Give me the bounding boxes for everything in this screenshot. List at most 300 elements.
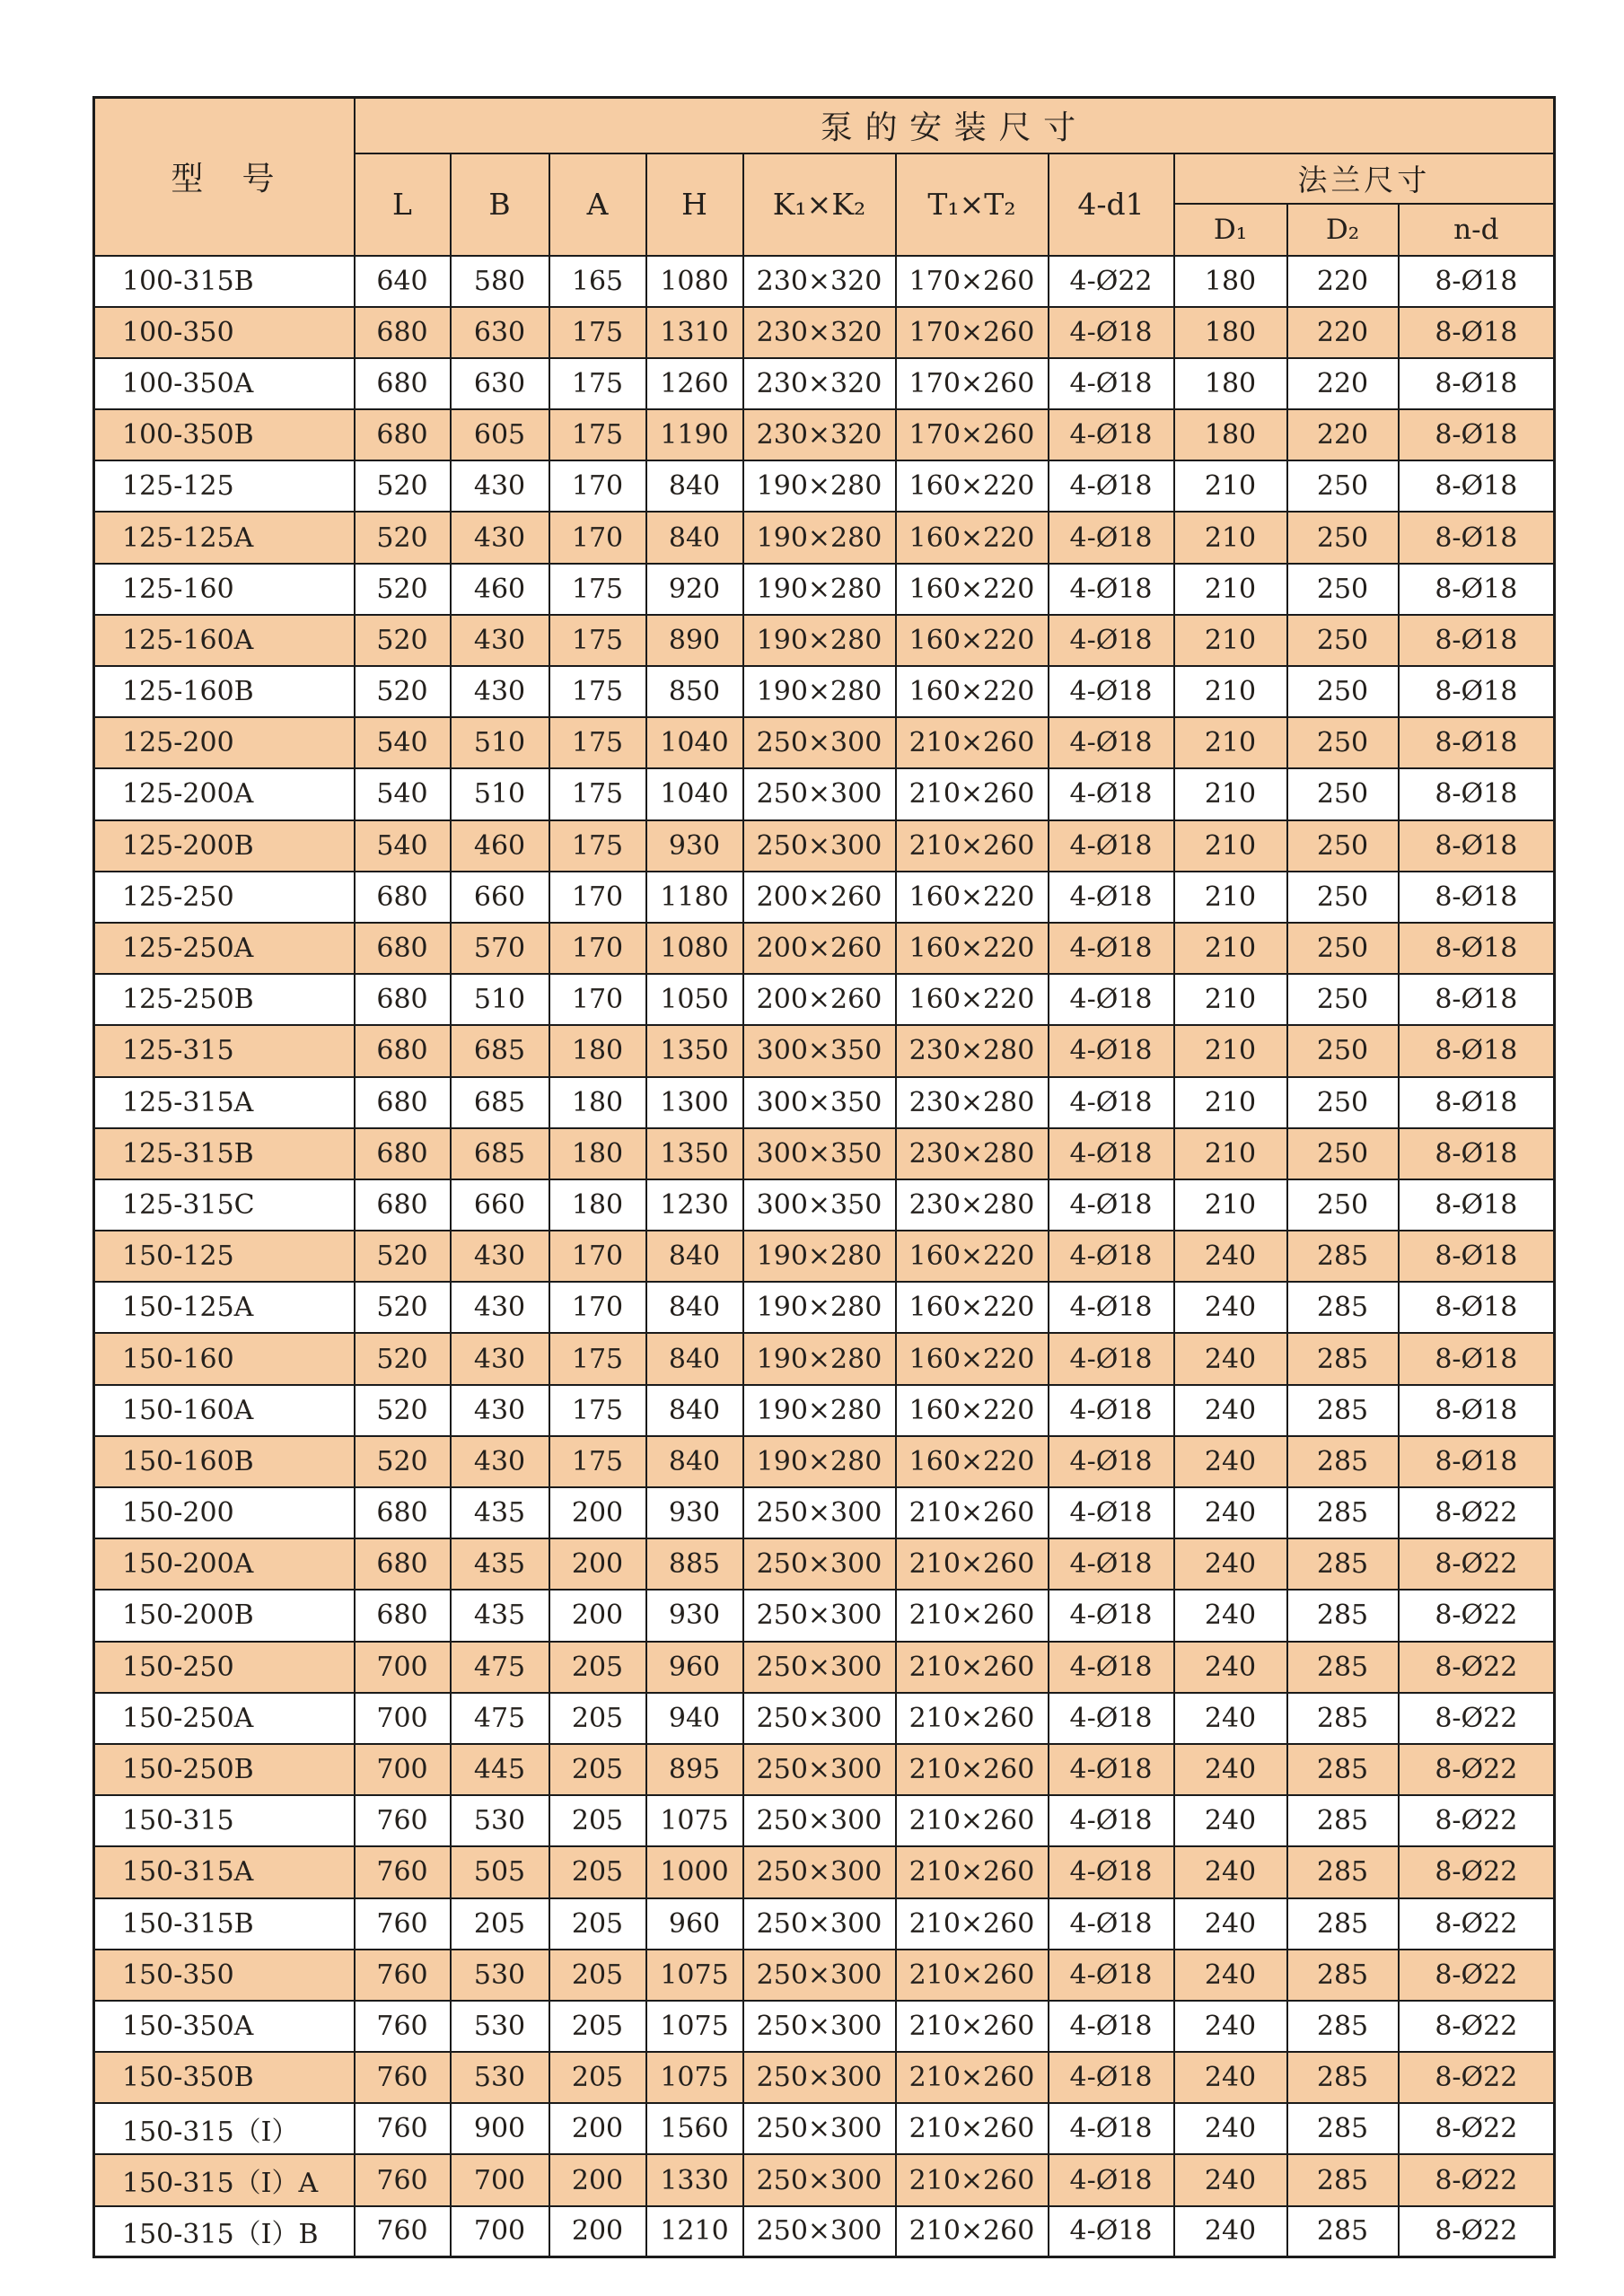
value-cell: 170×260 <box>896 256 1049 307</box>
value-cell: 250×300 <box>743 1795 896 1846</box>
value-cell: 8-Ø22 <box>1399 1744 1555 1795</box>
value-cell: 250×300 <box>743 2052 896 2103</box>
value-cell: 540 <box>355 768 451 819</box>
value-cell: 170 <box>549 872 646 923</box>
value-cell: 1300 <box>646 1077 743 1128</box>
value-cell: 160×220 <box>896 1385 1049 1436</box>
value-cell: 285 <box>1287 1693 1399 1744</box>
value-cell: 250 <box>1287 768 1399 819</box>
value-cell: 1180 <box>646 872 743 923</box>
value-cell: 250×300 <box>743 768 896 819</box>
value-cell: 200 <box>549 2154 646 2205</box>
value-cell: 8-Ø18 <box>1399 564 1555 615</box>
value-cell: 4-Ø18 <box>1049 768 1174 819</box>
value-cell: 435 <box>451 1538 549 1590</box>
value-cell: 210×260 <box>896 768 1049 819</box>
value-cell: 8-Ø22 <box>1399 1487 1555 1538</box>
value-cell: 8-Ø22 <box>1399 2052 1555 2103</box>
value-cell: 160×220 <box>896 923 1049 974</box>
value-cell: 210 <box>1174 1077 1287 1128</box>
value-cell: 240 <box>1174 2001 1287 2052</box>
value-cell: 4-Ø18 <box>1049 1231 1174 1282</box>
table-row <box>94 820 1555 872</box>
value-cell: 300×350 <box>743 1025 896 1076</box>
value-cell: 240 <box>1174 1693 1287 1744</box>
value-cell: 300×350 <box>743 1128 896 1179</box>
value-cell: 680 <box>355 1179 451 1231</box>
value-cell: 530 <box>451 2052 549 2103</box>
value-cell: 4-Ø18 <box>1049 1642 1174 1693</box>
column-header-K1K2: K₁×K₂ <box>743 153 896 256</box>
value-cell: 175 <box>549 615 646 666</box>
value-cell: 1330 <box>646 2154 743 2205</box>
value-cell: 680 <box>355 923 451 974</box>
value-cell: 240 <box>1174 1642 1287 1693</box>
value-cell: 520 <box>355 1231 451 1282</box>
value-cell: 250×300 <box>743 2103 896 2154</box>
table-row <box>94 615 1555 666</box>
value-cell: 210 <box>1174 974 1287 1025</box>
value-cell: 1040 <box>646 717 743 768</box>
table-row <box>94 1950 1555 2001</box>
value-cell: 285 <box>1287 1590 1399 1641</box>
model-cell: 150-315A <box>94 1846 355 1897</box>
column-header-B: B <box>451 153 549 256</box>
value-cell: 8-Ø18 <box>1399 1436 1555 1487</box>
value-cell: 205 <box>549 1642 646 1693</box>
value-cell: 180 <box>549 1077 646 1128</box>
column-header-D2: D₂ <box>1287 204 1399 256</box>
value-cell: 8-Ø22 <box>1399 1950 1555 2001</box>
value-cell: 250×300 <box>743 2001 896 2052</box>
value-cell: 210 <box>1174 1128 1287 1179</box>
value-cell: 8-Ø18 <box>1399 666 1555 717</box>
table-row <box>94 564 1555 615</box>
value-cell: 230×280 <box>896 1077 1049 1128</box>
value-cell: 1080 <box>646 256 743 307</box>
model-cell: 150-250A <box>94 1693 355 1744</box>
model-cell: 125-315A <box>94 1077 355 1128</box>
column-header-T1T2: T₁×T₂ <box>896 153 1049 256</box>
value-cell: 210×260 <box>896 1898 1049 1950</box>
value-cell: 8-Ø22 <box>1399 1795 1555 1846</box>
value-cell: 210 <box>1174 460 1287 512</box>
value-cell: 170×260 <box>896 307 1049 358</box>
model-cell: 150-200B <box>94 1590 355 1641</box>
model-cell: 125-200 <box>94 717 355 768</box>
value-cell: 760 <box>355 2001 451 2052</box>
value-cell: 170 <box>549 460 646 512</box>
value-cell: 4-Ø18 <box>1049 2103 1174 2154</box>
value-cell: 1310 <box>646 307 743 358</box>
value-cell: 520 <box>355 615 451 666</box>
model-cell: 125-200A <box>94 768 355 819</box>
value-cell: 250×300 <box>743 820 896 872</box>
value-cell: 190×280 <box>743 1385 896 1436</box>
value-cell: 1050 <box>646 974 743 1025</box>
value-cell: 8-Ø18 <box>1399 256 1555 307</box>
value-cell: 1075 <box>646 1950 743 2001</box>
value-cell: 1075 <box>646 2001 743 2052</box>
value-cell: 8-Ø18 <box>1399 1025 1555 1076</box>
model-cell: 100-350A <box>94 358 355 409</box>
value-cell: 220 <box>1287 358 1399 409</box>
value-cell: 4-Ø18 <box>1049 409 1174 460</box>
value-cell: 4-Ø18 <box>1049 460 1174 512</box>
value-cell: 4-Ø18 <box>1049 358 1174 409</box>
value-cell: 285 <box>1287 1487 1399 1538</box>
value-cell: 180 <box>1174 256 1287 307</box>
value-cell: 430 <box>451 1282 549 1333</box>
header-row-title <box>94 98 1555 153</box>
value-cell: 170 <box>549 974 646 1025</box>
value-cell: 250×300 <box>743 1642 896 1693</box>
value-cell: 660 <box>451 1179 549 1231</box>
value-cell: 250 <box>1287 872 1399 923</box>
value-cell: 205 <box>549 2001 646 2052</box>
value-cell: 700 <box>355 1693 451 1744</box>
model-cell: 125-315C <box>94 1179 355 1231</box>
value-cell: 840 <box>646 1333 743 1384</box>
value-cell: 210 <box>1174 717 1287 768</box>
value-cell: 190×280 <box>743 1231 896 1282</box>
value-cell: 230×320 <box>743 307 896 358</box>
value-cell: 250 <box>1287 923 1399 974</box>
model-cell: 150-315（I）B <box>94 2206 355 2257</box>
value-cell: 4-Ø18 <box>1049 666 1174 717</box>
value-cell: 205 <box>549 1693 646 1744</box>
value-cell: 210 <box>1174 666 1287 717</box>
value-cell: 8-Ø22 <box>1399 1590 1555 1641</box>
value-cell: 760 <box>355 2154 451 2205</box>
value-cell: 1230 <box>646 1179 743 1231</box>
value-cell: 4-Ø18 <box>1049 2052 1174 2103</box>
value-cell: 285 <box>1287 1795 1399 1846</box>
value-cell: 175 <box>549 1436 646 1487</box>
table-row <box>94 1898 1555 1950</box>
table-row <box>94 1436 1555 1487</box>
value-cell: 175 <box>549 666 646 717</box>
value-cell: 580 <box>451 256 549 307</box>
value-cell: 4-Ø18 <box>1049 1846 1174 1897</box>
value-cell: 240 <box>1174 1950 1287 2001</box>
model-cell: 150-125 <box>94 1231 355 1282</box>
value-cell: 4-Ø18 <box>1049 820 1174 872</box>
table-row <box>94 409 1555 460</box>
value-cell: 250 <box>1287 615 1399 666</box>
value-cell: 210×260 <box>896 2052 1049 2103</box>
value-cell: 760 <box>355 2052 451 2103</box>
value-cell: 660 <box>451 872 549 923</box>
value-cell: 4-Ø18 <box>1049 2154 1174 2205</box>
model-cell: 150-350 <box>94 1950 355 2001</box>
value-cell: 205 <box>549 2052 646 2103</box>
value-cell: 210×260 <box>896 820 1049 872</box>
value-cell: 210×260 <box>896 1538 1049 1590</box>
value-cell: 210×260 <box>896 1744 1049 1795</box>
value-cell: 160×220 <box>896 512 1049 563</box>
value-cell: 680 <box>355 1077 451 1128</box>
value-cell: 205 <box>549 1950 646 2001</box>
table-row <box>94 1744 1555 1795</box>
value-cell: 840 <box>646 512 743 563</box>
table-row <box>94 1385 1555 1436</box>
value-cell: 250×300 <box>743 1538 896 1590</box>
value-cell: 240 <box>1174 1744 1287 1795</box>
value-cell: 285 <box>1287 1282 1399 1333</box>
value-cell: 210×260 <box>896 1642 1049 1693</box>
value-cell: 8-Ø18 <box>1399 512 1555 563</box>
value-cell: 680 <box>355 974 451 1025</box>
value-cell: 240 <box>1174 2154 1287 2205</box>
value-cell: 840 <box>646 460 743 512</box>
value-cell: 8-Ø22 <box>1399 1846 1555 1897</box>
value-cell: 4-Ø18 <box>1049 872 1174 923</box>
value-cell: 250 <box>1287 512 1399 563</box>
table-row <box>94 768 1555 819</box>
value-cell: 8-Ø18 <box>1399 460 1555 512</box>
table-row <box>94 1693 1555 1744</box>
value-cell: 8-Ø18 <box>1399 1282 1555 1333</box>
value-cell: 680 <box>355 1128 451 1179</box>
value-cell: 180 <box>1174 307 1287 358</box>
value-cell: 520 <box>355 1436 451 1487</box>
value-cell: 230×280 <box>896 1128 1049 1179</box>
value-cell: 285 <box>1287 1950 1399 2001</box>
value-cell: 200 <box>549 1538 646 1590</box>
column-header-A: A <box>549 153 646 256</box>
value-cell: 210 <box>1174 768 1287 819</box>
value-cell: 520 <box>355 666 451 717</box>
value-cell: 210 <box>1174 1179 1287 1231</box>
value-cell: 205 <box>549 1846 646 1897</box>
value-cell: 4-Ø18 <box>1049 1128 1174 1179</box>
value-cell: 210×260 <box>896 1693 1049 1744</box>
value-cell: 8-Ø22 <box>1399 1538 1555 1590</box>
value-cell: 240 <box>1174 2206 1287 2257</box>
column-header-H: H <box>646 153 743 256</box>
table-row <box>94 2052 1555 2103</box>
value-cell: 200 <box>549 2103 646 2154</box>
table-row <box>94 2206 1555 2257</box>
value-cell: 4-Ø18 <box>1049 1590 1174 1641</box>
model-cell: 125-250B <box>94 974 355 1025</box>
model-cell: 150-350A <box>94 2001 355 2052</box>
value-cell: 285 <box>1287 2052 1399 2103</box>
value-cell: 850 <box>646 666 743 717</box>
value-cell: 200×260 <box>743 974 896 1025</box>
model-cell: 125-160 <box>94 564 355 615</box>
model-cell: 150-160B <box>94 1436 355 1487</box>
value-cell: 210×260 <box>896 1795 1049 1846</box>
value-cell: 435 <box>451 1487 549 1538</box>
model-cell: 125-200B <box>94 820 355 872</box>
column-header-D1: D₁ <box>1174 204 1287 256</box>
value-cell: 180 <box>549 1025 646 1076</box>
model-cell: 150-315 <box>94 1795 355 1846</box>
value-cell: 250×300 <box>743 1846 896 1897</box>
value-cell: 520 <box>355 512 451 563</box>
value-cell: 8-Ø22 <box>1399 1642 1555 1693</box>
value-cell: 8-Ø18 <box>1399 974 1555 1025</box>
value-cell: 475 <box>451 1693 549 1744</box>
pump-dimensions-table <box>92 96 1556 2258</box>
value-cell: 1080 <box>646 923 743 974</box>
value-cell: 230×320 <box>743 409 896 460</box>
value-cell: 170 <box>549 512 646 563</box>
value-cell: 250 <box>1287 1128 1399 1179</box>
value-cell: 1560 <box>646 2103 743 2154</box>
value-cell: 285 <box>1287 2001 1399 2052</box>
value-cell: 685 <box>451 1128 549 1179</box>
value-cell: 4-Ø18 <box>1049 307 1174 358</box>
table-row <box>94 2103 1555 2154</box>
value-cell: 160×220 <box>896 460 1049 512</box>
value-cell: 510 <box>451 717 549 768</box>
model-cell: 100-350B <box>94 409 355 460</box>
value-cell: 190×280 <box>743 512 896 563</box>
value-cell: 230×320 <box>743 358 896 409</box>
value-cell: 8-Ø18 <box>1399 820 1555 872</box>
value-cell: 630 <box>451 358 549 409</box>
model-cell: 125-160A <box>94 615 355 666</box>
value-cell: 285 <box>1287 1436 1399 1487</box>
value-cell: 4-Ø18 <box>1049 1077 1174 1128</box>
value-cell: 1075 <box>646 2052 743 2103</box>
value-cell: 8-Ø18 <box>1399 1385 1555 1436</box>
value-cell: 8-Ø18 <box>1399 615 1555 666</box>
value-cell: 240 <box>1174 1282 1287 1333</box>
value-cell: 175 <box>549 820 646 872</box>
value-cell: 4-Ø18 <box>1049 1436 1174 1487</box>
value-cell: 8-Ø22 <box>1399 2103 1555 2154</box>
value-cell: 250 <box>1287 1025 1399 1076</box>
value-cell: 240 <box>1174 1333 1287 1384</box>
value-cell: 285 <box>1287 1333 1399 1384</box>
value-cell: 250×300 <box>743 717 896 768</box>
table-row <box>94 512 1555 563</box>
value-cell: 540 <box>355 820 451 872</box>
value-cell: 210×260 <box>896 1487 1049 1538</box>
value-cell: 210 <box>1174 512 1287 563</box>
value-cell: 170×260 <box>896 358 1049 409</box>
value-cell: 220 <box>1287 307 1399 358</box>
value-cell: 530 <box>451 1795 549 1846</box>
value-cell: 250 <box>1287 974 1399 1025</box>
table-row <box>94 666 1555 717</box>
value-cell: 180 <box>1174 409 1287 460</box>
value-cell: 460 <box>451 820 549 872</box>
value-cell: 240 <box>1174 1538 1287 1590</box>
value-cell: 175 <box>549 564 646 615</box>
value-cell: 4-Ø18 <box>1049 1744 1174 1795</box>
value-cell: 285 <box>1287 1538 1399 1590</box>
value-cell: 210×260 <box>896 2103 1049 2154</box>
value-cell: 4-Ø18 <box>1049 1025 1174 1076</box>
model-column-header: 型 号 <box>94 98 355 256</box>
value-cell: 175 <box>549 717 646 768</box>
value-cell: 190×280 <box>743 615 896 666</box>
value-cell: 430 <box>451 666 549 717</box>
value-cell: 160×220 <box>896 615 1049 666</box>
value-cell: 840 <box>646 1436 743 1487</box>
value-cell: 8-Ø22 <box>1399 1898 1555 1950</box>
value-cell: 175 <box>549 409 646 460</box>
table-row <box>94 1282 1555 1333</box>
value-cell: 285 <box>1287 1642 1399 1693</box>
table-row <box>94 1333 1555 1384</box>
value-cell: 1210 <box>646 2206 743 2257</box>
value-cell: 760 <box>355 1846 451 1897</box>
value-cell: 200 <box>549 1487 646 1538</box>
value-cell: 210×260 <box>896 717 1049 768</box>
value-cell: 4-Ø18 <box>1049 1487 1174 1538</box>
value-cell: 190×280 <box>743 1436 896 1487</box>
value-cell: 210×260 <box>896 2154 1049 2205</box>
table-row <box>94 1846 1555 1897</box>
value-cell: 175 <box>549 1333 646 1384</box>
value-cell: 250×300 <box>743 1950 896 2001</box>
value-cell: 760 <box>355 2206 451 2257</box>
value-cell: 250×300 <box>743 1744 896 1795</box>
value-cell: 520 <box>355 1333 451 1384</box>
value-cell: 160×220 <box>896 1282 1049 1333</box>
value-cell: 4-Ø18 <box>1049 1950 1174 2001</box>
value-cell: 190×280 <box>743 666 896 717</box>
table-row <box>94 1077 1555 1128</box>
value-cell: 1075 <box>646 1795 743 1846</box>
value-cell: 4-Ø18 <box>1049 974 1174 1025</box>
value-cell: 300×350 <box>743 1179 896 1231</box>
flange-group-header: 法兰尺寸 <box>1174 153 1555 204</box>
value-cell: 160×220 <box>896 564 1049 615</box>
table-row <box>94 1795 1555 1846</box>
value-cell: 175 <box>549 768 646 819</box>
value-cell: 640 <box>355 256 451 307</box>
value-cell: 8-Ø18 <box>1399 1077 1555 1128</box>
value-cell: 8-Ø18 <box>1399 768 1555 819</box>
value-cell: 200 <box>549 1590 646 1641</box>
value-cell: 4-Ø18 <box>1049 1282 1174 1333</box>
value-cell: 8-Ø22 <box>1399 1693 1555 1744</box>
value-cell: 205 <box>451 1898 549 1950</box>
value-cell: 4-Ø18 <box>1049 1795 1174 1846</box>
table-row <box>94 307 1555 358</box>
value-cell: 430 <box>451 512 549 563</box>
value-cell: 250 <box>1287 564 1399 615</box>
value-cell: 4-Ø18 <box>1049 2206 1174 2257</box>
value-cell: 240 <box>1174 1846 1287 1897</box>
value-cell: 1350 <box>646 1128 743 1179</box>
value-cell: 200×260 <box>743 872 896 923</box>
model-cell: 125-125A <box>94 512 355 563</box>
value-cell: 520 <box>355 1385 451 1436</box>
value-cell: 250×300 <box>743 2206 896 2257</box>
value-cell: 240 <box>1174 2052 1287 2103</box>
column-header-4d1: 4-d1 <box>1049 153 1174 256</box>
value-cell: 4-Ø18 <box>1049 2001 1174 2052</box>
value-cell: 680 <box>355 1025 451 1076</box>
value-cell: 1260 <box>646 358 743 409</box>
value-cell: 8-Ø18 <box>1399 717 1555 768</box>
value-cell: 210 <box>1174 820 1287 872</box>
value-cell: 430 <box>451 1333 549 1384</box>
value-cell: 8-Ø18 <box>1399 1128 1555 1179</box>
value-cell: 240 <box>1174 1898 1287 1950</box>
value-cell: 285 <box>1287 1385 1399 1436</box>
table-row <box>94 256 1555 307</box>
model-cell: 125-250A <box>94 923 355 974</box>
